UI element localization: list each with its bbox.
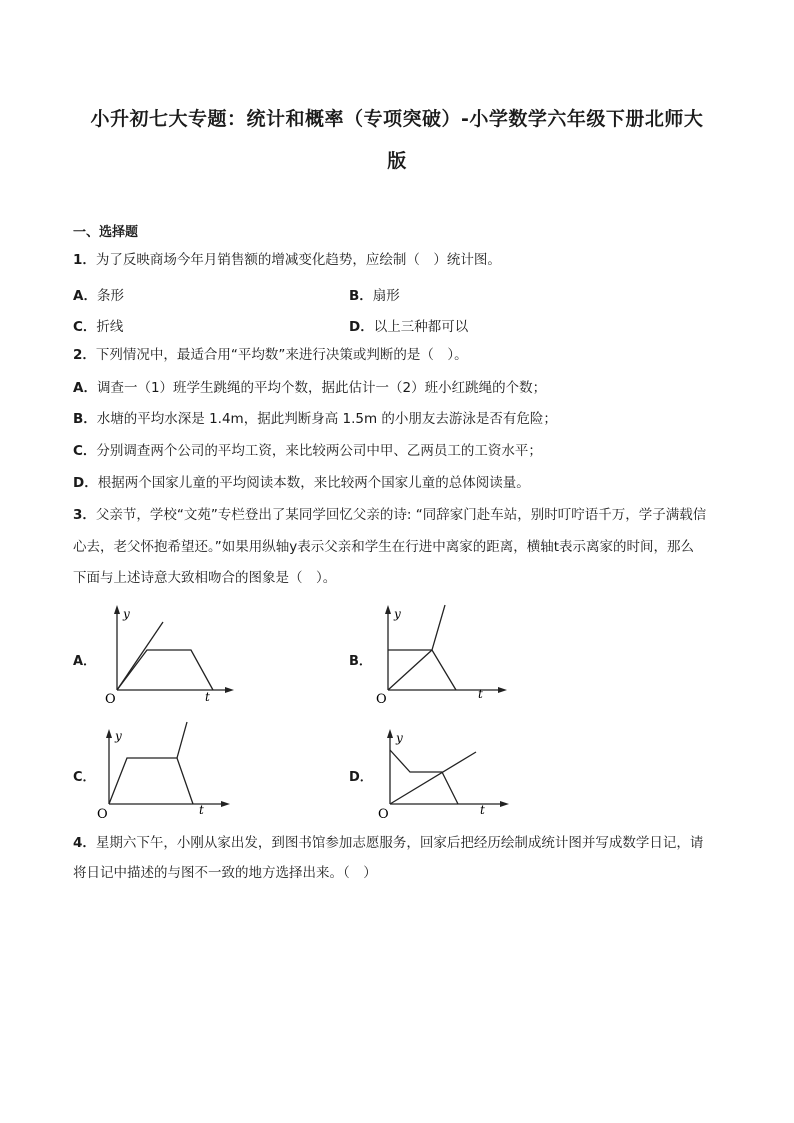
q1-option-b[interactable]: B．扇形 (349, 288, 400, 304)
question-number: 2． (73, 347, 96, 363)
q1-option-c[interactable]: C．折线 (73, 319, 124, 335)
q2-option-b[interactable]: B．水塘的平均水深是 1.4m，据此判断身高 1.5m 的小朋友去游泳是否有危险； (73, 411, 557, 427)
question-1 (73, 251, 733, 269)
q2-option-a[interactable]: A．调查一（1）班学生跳绳的平均个数，据此估计一（2）班小红跳绳的个数； (73, 380, 547, 396)
graph-a[interactable] (95, 600, 245, 710)
question-3-line-2: 心去，老父怀抱希望还。”如果用纵轴y表示父亲和学生在行进中离家的距离，横轴t表示离家的时间，那么 (73, 539, 695, 555)
page-title-continued: 版 (387, 150, 407, 172)
question-text: 为了反映商场今年月销售额的增减变化趋势，应绘制（ ）统计图。 (95, 252, 501, 268)
x-axis-label: t (480, 803, 485, 817)
question-3-line-3: 下面与上述诗意大致相吻合的图象是（ ）。 (73, 570, 337, 586)
question-number: 4． (73, 835, 96, 851)
question-2 (73, 346, 733, 364)
y-axis-label: y (115, 729, 122, 743)
y-axis-label: y (123, 607, 130, 621)
question-4 (73, 834, 733, 852)
graph-d[interactable] (372, 720, 522, 830)
question-text-line-1: 父亲节，学校“文苑”专栏登出了某同学回忆父亲的诗: “同辞家门赴车站，别时叮咛语千万，学子满载信 (95, 507, 707, 523)
question-3 (73, 506, 733, 524)
graph-d-label[interactable]: D． (349, 770, 373, 785)
graph-c[interactable] (95, 720, 245, 830)
x-axis-label: t (478, 687, 483, 701)
graph-c-label[interactable]: C． (73, 770, 96, 785)
question-text-line-1: 星期六下午，小刚从家出发，到图书馆参加志愿服务，回家后把经历绘制成统计图并写成数学日记，请 (95, 835, 704, 851)
q2-option-c[interactable]: C．分别调查两个公司的平均工资，来比较两公司中甲、乙两员工的工资水平； (73, 443, 542, 459)
question-text: 下列情况中，最适合用“平均数”来进行决策或判断的是（ ）。 (95, 347, 468, 363)
graph-a-label[interactable]: A． (73, 654, 97, 669)
origin-label: O (97, 807, 108, 822)
question-number: 3． (73, 507, 96, 523)
origin-label: O (378, 807, 389, 822)
y-axis-label: y (396, 731, 403, 745)
question-number: 1． (73, 252, 96, 268)
graph-b[interactable] (370, 600, 520, 710)
origin-label: O (376, 692, 387, 707)
origin-label: O (105, 692, 116, 707)
q1-option-d[interactable]: D．以上三种都可以 (349, 319, 469, 335)
y-axis-label: y (394, 607, 401, 621)
question-4-line-2: 将日记中描述的与图不一致的地方选择出来。（ ） (73, 865, 377, 881)
x-axis-label: t (199, 803, 204, 817)
page-title: 小升初七大专题：统计和概率（专项突破）-小学数学六年级下册北师大 (90, 108, 704, 130)
q1-option-a[interactable]: A．条形 (73, 288, 124, 304)
graph-b-label[interactable]: B． (349, 654, 372, 669)
section-heading: 一、选择题 (73, 225, 139, 240)
q2-option-d[interactable]: D．根据两个国家儿童的平均阅读本数，来比较两个国家儿童的总体阅读量。 (73, 475, 530, 491)
x-axis-label: t (205, 690, 210, 704)
